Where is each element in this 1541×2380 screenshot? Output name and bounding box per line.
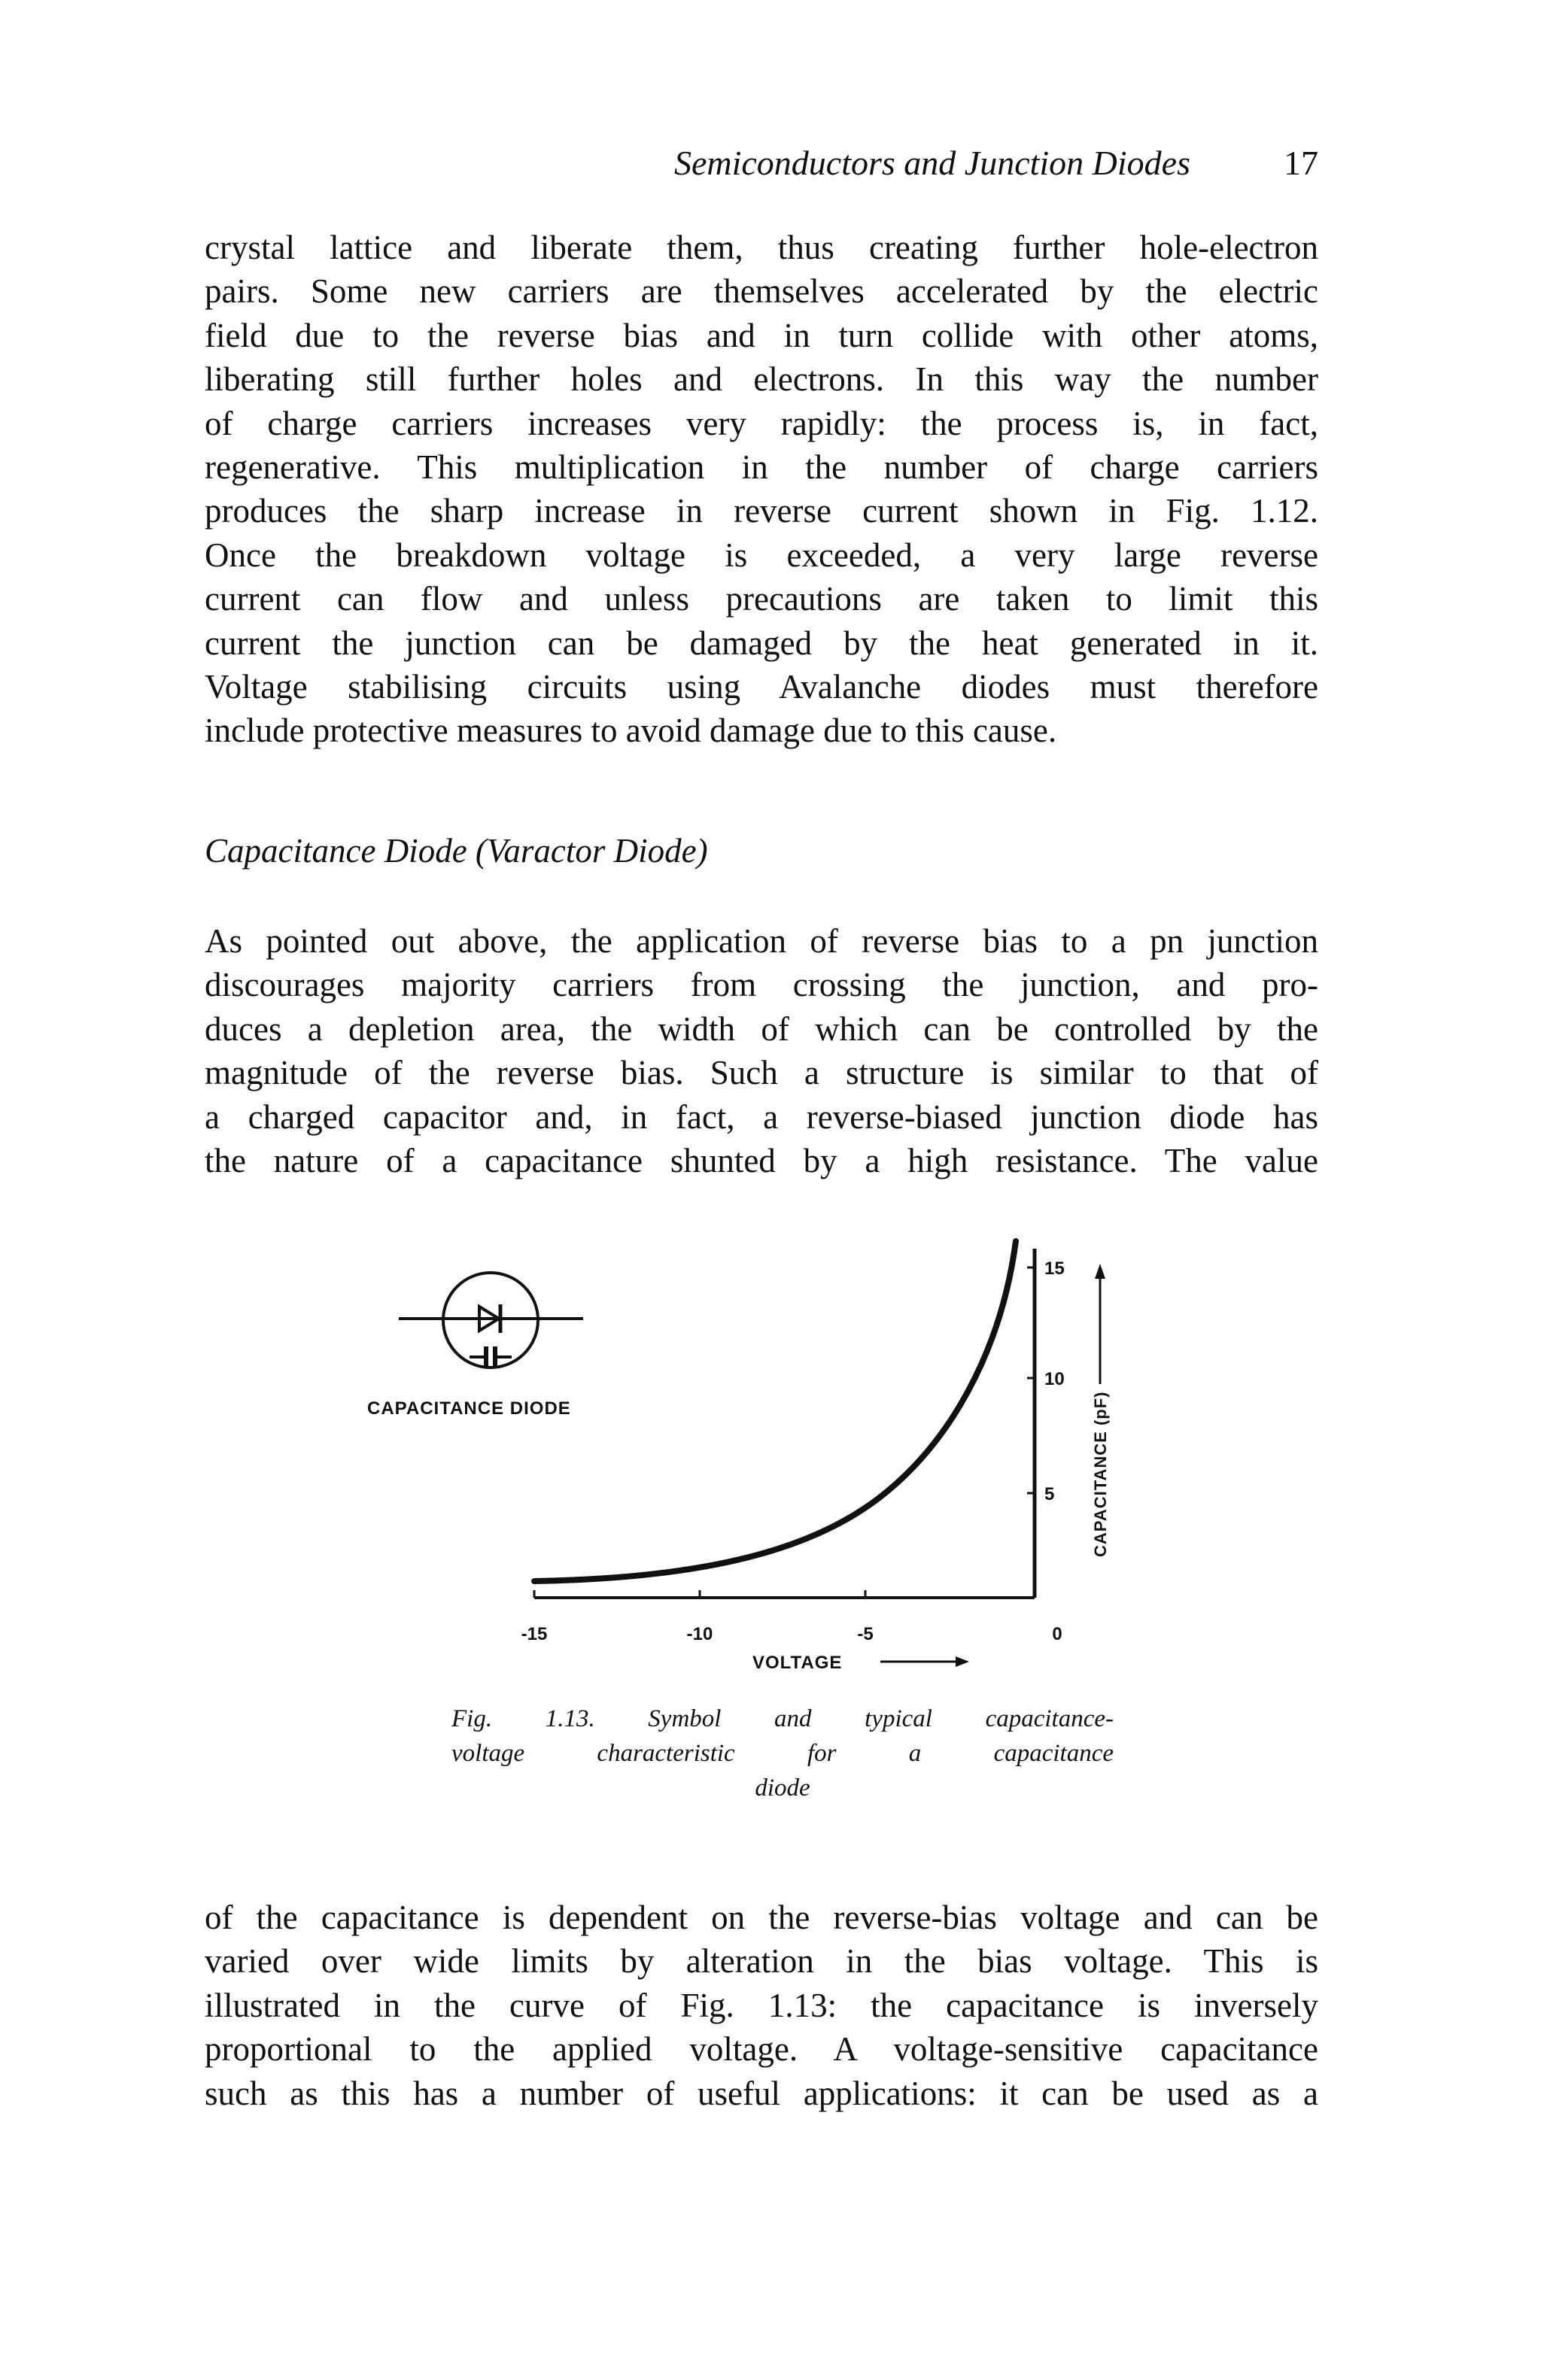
text-line: varied over wide limits by alteration in the bias voltage. This is xyxy=(205,1942,1318,1981)
paragraph-capacitance-intro xyxy=(205,919,1318,1182)
y-tick-label: 10 xyxy=(1044,1369,1065,1389)
text-line: of the capacitance is dependent on the reverse-bias voltage and can be xyxy=(205,1899,1318,1936)
caption-line: diode xyxy=(755,1774,810,1802)
text-line: discourages majority carriers from crossing the junction, and pro- xyxy=(205,966,1318,1004)
text-line: include protective measures to avoid damage due to this cause. xyxy=(205,712,1057,750)
text-line: crystal lattice and liberate them, thus creating further hole-electron xyxy=(205,229,1318,266)
text-line: Voltage stabilising circuits using Avalanche diodes must therefore xyxy=(205,668,1318,706)
x-arrowhead-icon xyxy=(956,1656,969,1667)
page-number: 17 xyxy=(1284,144,1318,182)
y-axis-label: CAPACITANCE (pF) xyxy=(1091,1391,1110,1557)
y-arrowhead-icon xyxy=(1095,1264,1105,1279)
text-line: field due to the reverse bias and in turn collide with other atoms, xyxy=(205,316,1318,354)
text-line: the nature of a capacitance shunted by a high resistance. The value xyxy=(205,1142,1318,1180)
text-line: duces a depletion area, the width of which can be controlled by the xyxy=(205,1009,1318,1048)
running-head: Semiconductors and Junction Diodes xyxy=(673,144,1190,182)
text-line: magnitude of the reverse bias. Such a structure is similar to that of xyxy=(205,1054,1318,1092)
text-line: a charged capacitor and, in fact, a reverse-biased junction diode has xyxy=(205,1097,1318,1136)
x-tick-label: -10 xyxy=(686,1624,713,1644)
x-tick-label: -5 xyxy=(857,1624,874,1644)
capacitance-curve xyxy=(534,1241,1016,1581)
y-tick-label: 5 xyxy=(1044,1484,1055,1504)
section-heading: Capacitance Diode (Varactor Diode) xyxy=(205,832,708,870)
text-line: of charge carriers increases very rapidly: the process is, in fact, xyxy=(205,404,1318,442)
caption-line: Fig. 1.13. Symbol and typical capacitance- xyxy=(451,1705,1114,1732)
page-header xyxy=(205,143,1318,203)
figure-capacitance-diode xyxy=(354,1234,1136,1677)
figure-caption xyxy=(451,1702,1114,1805)
text-line: As pointed out above, the application of reverse bias to a pn junction xyxy=(205,922,1318,960)
text-line: Once the breakdown voltage is exceeded, a very large reverse xyxy=(205,536,1318,574)
text-line: such as this has a number of useful applications: it can be used as a xyxy=(205,2074,1318,2112)
text-line: pairs. Some new carriers are themselves accelerated by the electric xyxy=(205,272,1318,311)
x-tick-label: -15 xyxy=(521,1624,548,1644)
x-axis-label: VOLTAGE xyxy=(752,1653,843,1673)
symbol-label: CAPACITANCE DIODE xyxy=(367,1398,571,1419)
y-tick-label: 15 xyxy=(1044,1258,1065,1279)
text-line: regenerative. This multiplication in the number of charge carriers xyxy=(205,448,1318,487)
caption-line: voltage characteristic for a capacitance xyxy=(451,1740,1114,1767)
text-line: current can flow and unless precautions are taken to limit this xyxy=(205,580,1318,618)
text-line: illustrated in the curve of Fig. 1.13: the capacitance is inversely xyxy=(205,1986,1318,2024)
text-line: liberating still further holes and electrons. In this way the number xyxy=(205,360,1318,399)
x-tick-label: 0 xyxy=(1052,1624,1062,1644)
paragraph-capacitance-variation xyxy=(205,1896,1318,2115)
text-line: proportional to the applied voltage. A voltage-sensitive capacitance xyxy=(205,2030,1318,2069)
text-line: produces the sharp increase in reverse current shown in Fig. 1.12. xyxy=(205,492,1318,530)
diode-symbol xyxy=(399,1273,583,1368)
paragraph-avalanche xyxy=(205,226,1318,753)
text-line: current the junction can be damaged by the heat generated in it. xyxy=(205,624,1318,662)
